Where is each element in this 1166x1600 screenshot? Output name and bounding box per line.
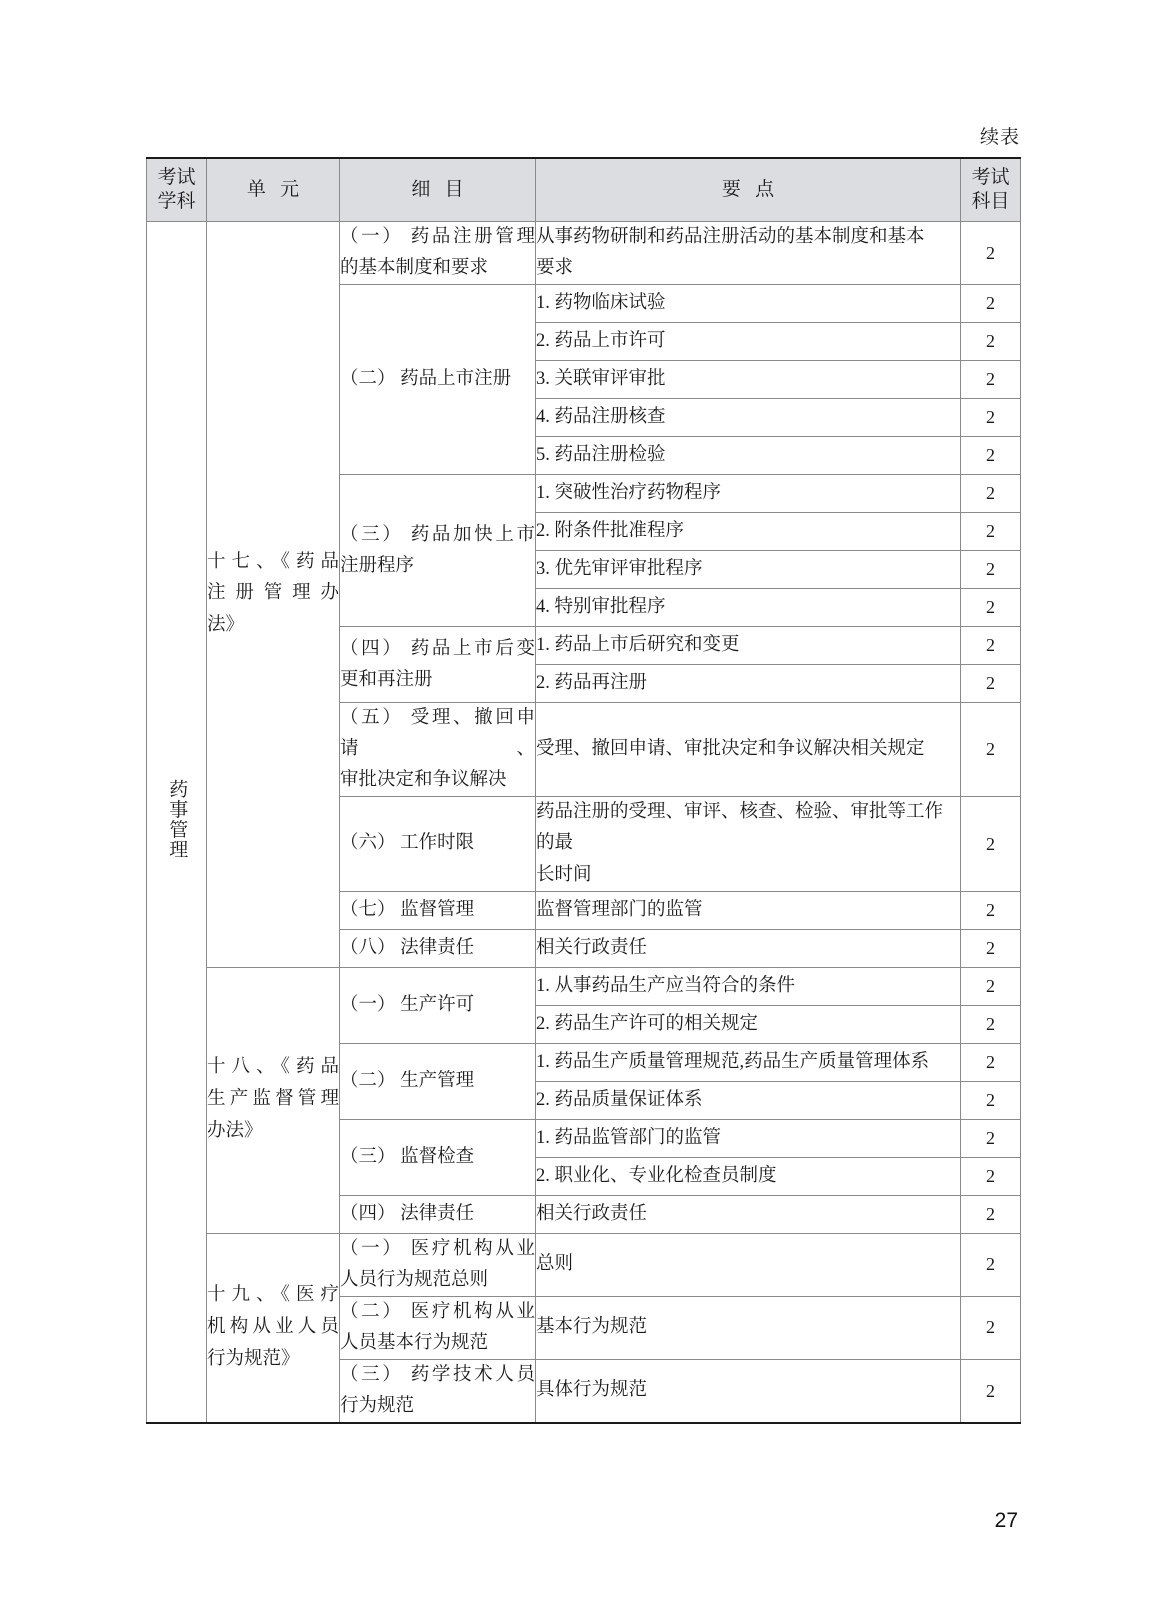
text-line: 从事药物研制和药品注册活动的基本制度和基本 [536, 227, 925, 247]
continuation-table-label: 续表 [979, 127, 1020, 148]
detail-cell [340, 797, 536, 891]
point-cell [536, 703, 961, 797]
text-line: （七） 监督管理 [340, 899, 475, 920]
unit-cell [207, 967, 340, 1233]
text-line: （三） 药品加快上市 [340, 524, 535, 545]
text-line: 行为规范 [340, 1396, 415, 1417]
point-cell [536, 797, 961, 891]
text-line: 2. 职业化、专业化检查员制度 [536, 1165, 777, 1186]
exam-subject-cell: 2 [961, 513, 1021, 551]
point-cell [536, 967, 961, 1005]
text-line: 1. 药品监管部门的监管 [536, 1127, 722, 1148]
text-line: 相关行政责任 [536, 937, 648, 958]
detail-cell [340, 1195, 536, 1233]
subject-vertical-text: 药事管理 [166, 779, 188, 860]
point-cell [536, 361, 961, 399]
point-cell [536, 929, 961, 967]
text-line: 办法》 [207, 1121, 263, 1142]
text-line: 4. 特别审批程序 [536, 597, 666, 618]
text-line: （二） 医疗机构从业 [340, 1301, 535, 1322]
unit-cell [207, 1233, 340, 1423]
exam-subject-cell: 2 [961, 1233, 1021, 1296]
text-line: 1. 从事药品生产应当符合的条件 [536, 975, 796, 996]
header-cell-unit [207, 158, 340, 222]
point-cell [536, 399, 961, 437]
exam-subject-cell: 2 [961, 665, 1021, 703]
point-cell [536, 437, 961, 475]
text-line: 学科 [157, 191, 196, 212]
point-cell [536, 222, 961, 285]
text-line: 药品注册的受理、审评、核查、检验、审批等工作的最 [536, 802, 944, 854]
point-cell [536, 1195, 961, 1233]
point-cell [536, 551, 961, 589]
detail-cell [340, 1296, 536, 1359]
text-line: 考试 [157, 166, 196, 188]
text-line: 2. 附条件批准程序 [536, 521, 685, 542]
text-line: 基本行为规范 [536, 1317, 648, 1338]
text-line: 行为规范》 [207, 1348, 300, 1369]
text-line: 十八、《药品 [207, 1057, 339, 1078]
detail-cell [340, 929, 536, 967]
text-line: （三） 药学技术人员 [340, 1364, 535, 1385]
detail-cell [340, 475, 536, 627]
detail-cell [340, 1233, 536, 1296]
table-header-row [147, 158, 1021, 222]
text-line: 法》 [207, 615, 245, 636]
detail-cell [340, 222, 536, 285]
text-line: （一） 药品注册管理 [340, 227, 535, 247]
text-line: （五） 受理、撤回申请、 [340, 708, 535, 760]
exam-subject-cell: 2 [961, 589, 1021, 627]
point-cell [536, 323, 961, 361]
text-line: 的基本制度和要求 [340, 258, 489, 279]
point-cell [536, 475, 961, 513]
text-line: 1. 药品上市后研究和变更 [536, 635, 740, 656]
point-cell [536, 891, 961, 929]
exam-subject-cell: 2 [961, 1296, 1021, 1359]
syllabus-table-wrapper [146, 157, 1020, 1424]
point-cell [536, 1081, 961, 1119]
table-row [147, 222, 1021, 285]
exam-subject-cell: 2 [961, 437, 1021, 475]
point-cell [536, 627, 961, 665]
header-cell-detail [340, 158, 536, 222]
detail-cell [340, 285, 536, 475]
syllabus-table [146, 157, 1021, 1424]
text-line: 十九、《医疗 [207, 1285, 339, 1306]
text-line: 人员行为规范总则 [340, 1269, 489, 1290]
text-line: 3. 优先审评审批程序 [536, 559, 703, 580]
header-cell-point [536, 158, 961, 222]
text-line: 4. 药品注册核查 [536, 407, 666, 428]
exam-subject-cell: 2 [961, 703, 1021, 797]
text-line: 考试 [971, 166, 1010, 188]
exam-subject-cell: 2 [961, 1359, 1021, 1423]
text-line: 注册管理办 [207, 583, 339, 604]
exam-subject-cell: 2 [961, 627, 1021, 665]
text-line: 3. 关联审评审批 [536, 369, 666, 390]
text-line: （六） 工作时限 [340, 833, 475, 854]
exam-subject-cell: 2 [961, 1119, 1021, 1157]
point-cell [536, 1005, 961, 1043]
text-line: 生产监督管理 [207, 1089, 339, 1110]
text-line: 科目 [971, 191, 1010, 212]
exam-subject-cell: 2 [961, 222, 1021, 285]
exam-subject-cell: 2 [961, 323, 1021, 361]
detail-cell [340, 1119, 536, 1195]
text-line: 单元 [246, 178, 314, 200]
point-cell [536, 1157, 961, 1195]
point-cell [536, 665, 961, 703]
text-line: 长时间 [536, 864, 592, 885]
detail-cell [340, 967, 536, 1043]
text-line: 监督管理部门的监管 [536, 899, 703, 920]
table-row [147, 967, 1021, 1005]
detail-cell [340, 1359, 536, 1423]
text-line: （一） 医疗机构从业 [340, 1238, 535, 1259]
exam-subject-cell: 2 [961, 285, 1021, 323]
text-line: 要求 [536, 258, 574, 279]
exam-subject-cell: 2 [961, 361, 1021, 399]
text-line: 人员基本行为规范 [340, 1332, 489, 1353]
text-line: 2. 药品再注册 [536, 673, 648, 694]
text-line: 总则 [536, 1254, 574, 1275]
exam-subject-cell: 2 [961, 929, 1021, 967]
text-line: 2. 药品生产许可的相关规定 [536, 1013, 759, 1034]
text-line: 十七、《药品 [207, 551, 339, 572]
point-cell [536, 1359, 961, 1423]
detail-cell [340, 703, 536, 797]
exam-subject-cell: 2 [961, 399, 1021, 437]
text-line: 1. 药物临床试验 [536, 293, 666, 314]
header-cell-exam [961, 158, 1021, 222]
page-number: 27 [994, 1509, 1018, 1532]
text-line: （一） 生产许可 [340, 994, 475, 1015]
exam-subject-cell: 2 [961, 1081, 1021, 1119]
text-line: 细目 [411, 178, 478, 200]
text-line: （二） 药品上市注册 [340, 369, 512, 390]
text-line: （八） 法律责任 [340, 937, 475, 958]
text-line: 相关行政责任 [536, 1203, 648, 1224]
exam-subject-cell: 2 [961, 1043, 1021, 1081]
detail-cell [340, 1043, 536, 1119]
text-line: （四） 药品上市后变 [340, 638, 535, 659]
text-line: 更和再注册 [340, 669, 433, 690]
text-line: （二） 生产管理 [340, 1070, 475, 1091]
text-line: 要点 [721, 178, 789, 200]
exam-subject-cell: 2 [961, 797, 1021, 891]
syllabus-table-body [147, 158, 1021, 1423]
table-row [147, 1233, 1021, 1296]
text-line: 2. 药品质量保证体系 [536, 1089, 703, 1110]
exam-subject-cell: 2 [961, 1195, 1021, 1233]
point-cell [536, 513, 961, 551]
point-cell [536, 1043, 961, 1081]
text-line: 1. 药品生产质量管理规范,药品生产质量管理体系 [536, 1051, 930, 1072]
text-line: 注册程序 [340, 555, 415, 576]
point-cell [536, 1233, 961, 1296]
detail-cell [340, 891, 536, 929]
exam-subject-cell: 2 [961, 1005, 1021, 1043]
point-cell [536, 589, 961, 627]
text-line: 2. 药品上市许可 [536, 331, 666, 352]
exam-subject-cell: 2 [961, 967, 1021, 1005]
text-line: （三） 监督检查 [340, 1146, 475, 1167]
text-line: 具体行为规范 [536, 1380, 648, 1401]
point-cell [536, 1119, 961, 1157]
exam-subject-cell: 2 [961, 551, 1021, 589]
text-line: 5. 药品注册检验 [536, 445, 666, 466]
text-line: 1. 突破性治疗药物程序 [536, 483, 722, 504]
exam-subject-cell: 2 [961, 891, 1021, 929]
text-line: 受理、撤回申请、审批决定和争议解决相关规定 [536, 739, 925, 760]
header-cell-subject [147, 158, 207, 222]
unit-cell [207, 222, 340, 968]
point-cell [536, 285, 961, 323]
subject-cell [147, 222, 207, 1424]
text-line: 审批决定和争议解决 [340, 770, 507, 791]
text-line: 机构从业人员 [207, 1316, 339, 1337]
exam-subject-cell: 2 [961, 1157, 1021, 1195]
detail-cell [340, 627, 536, 703]
point-cell [536, 1296, 961, 1359]
text-line: （四） 法律责任 [340, 1203, 475, 1224]
exam-subject-cell: 2 [961, 475, 1021, 513]
